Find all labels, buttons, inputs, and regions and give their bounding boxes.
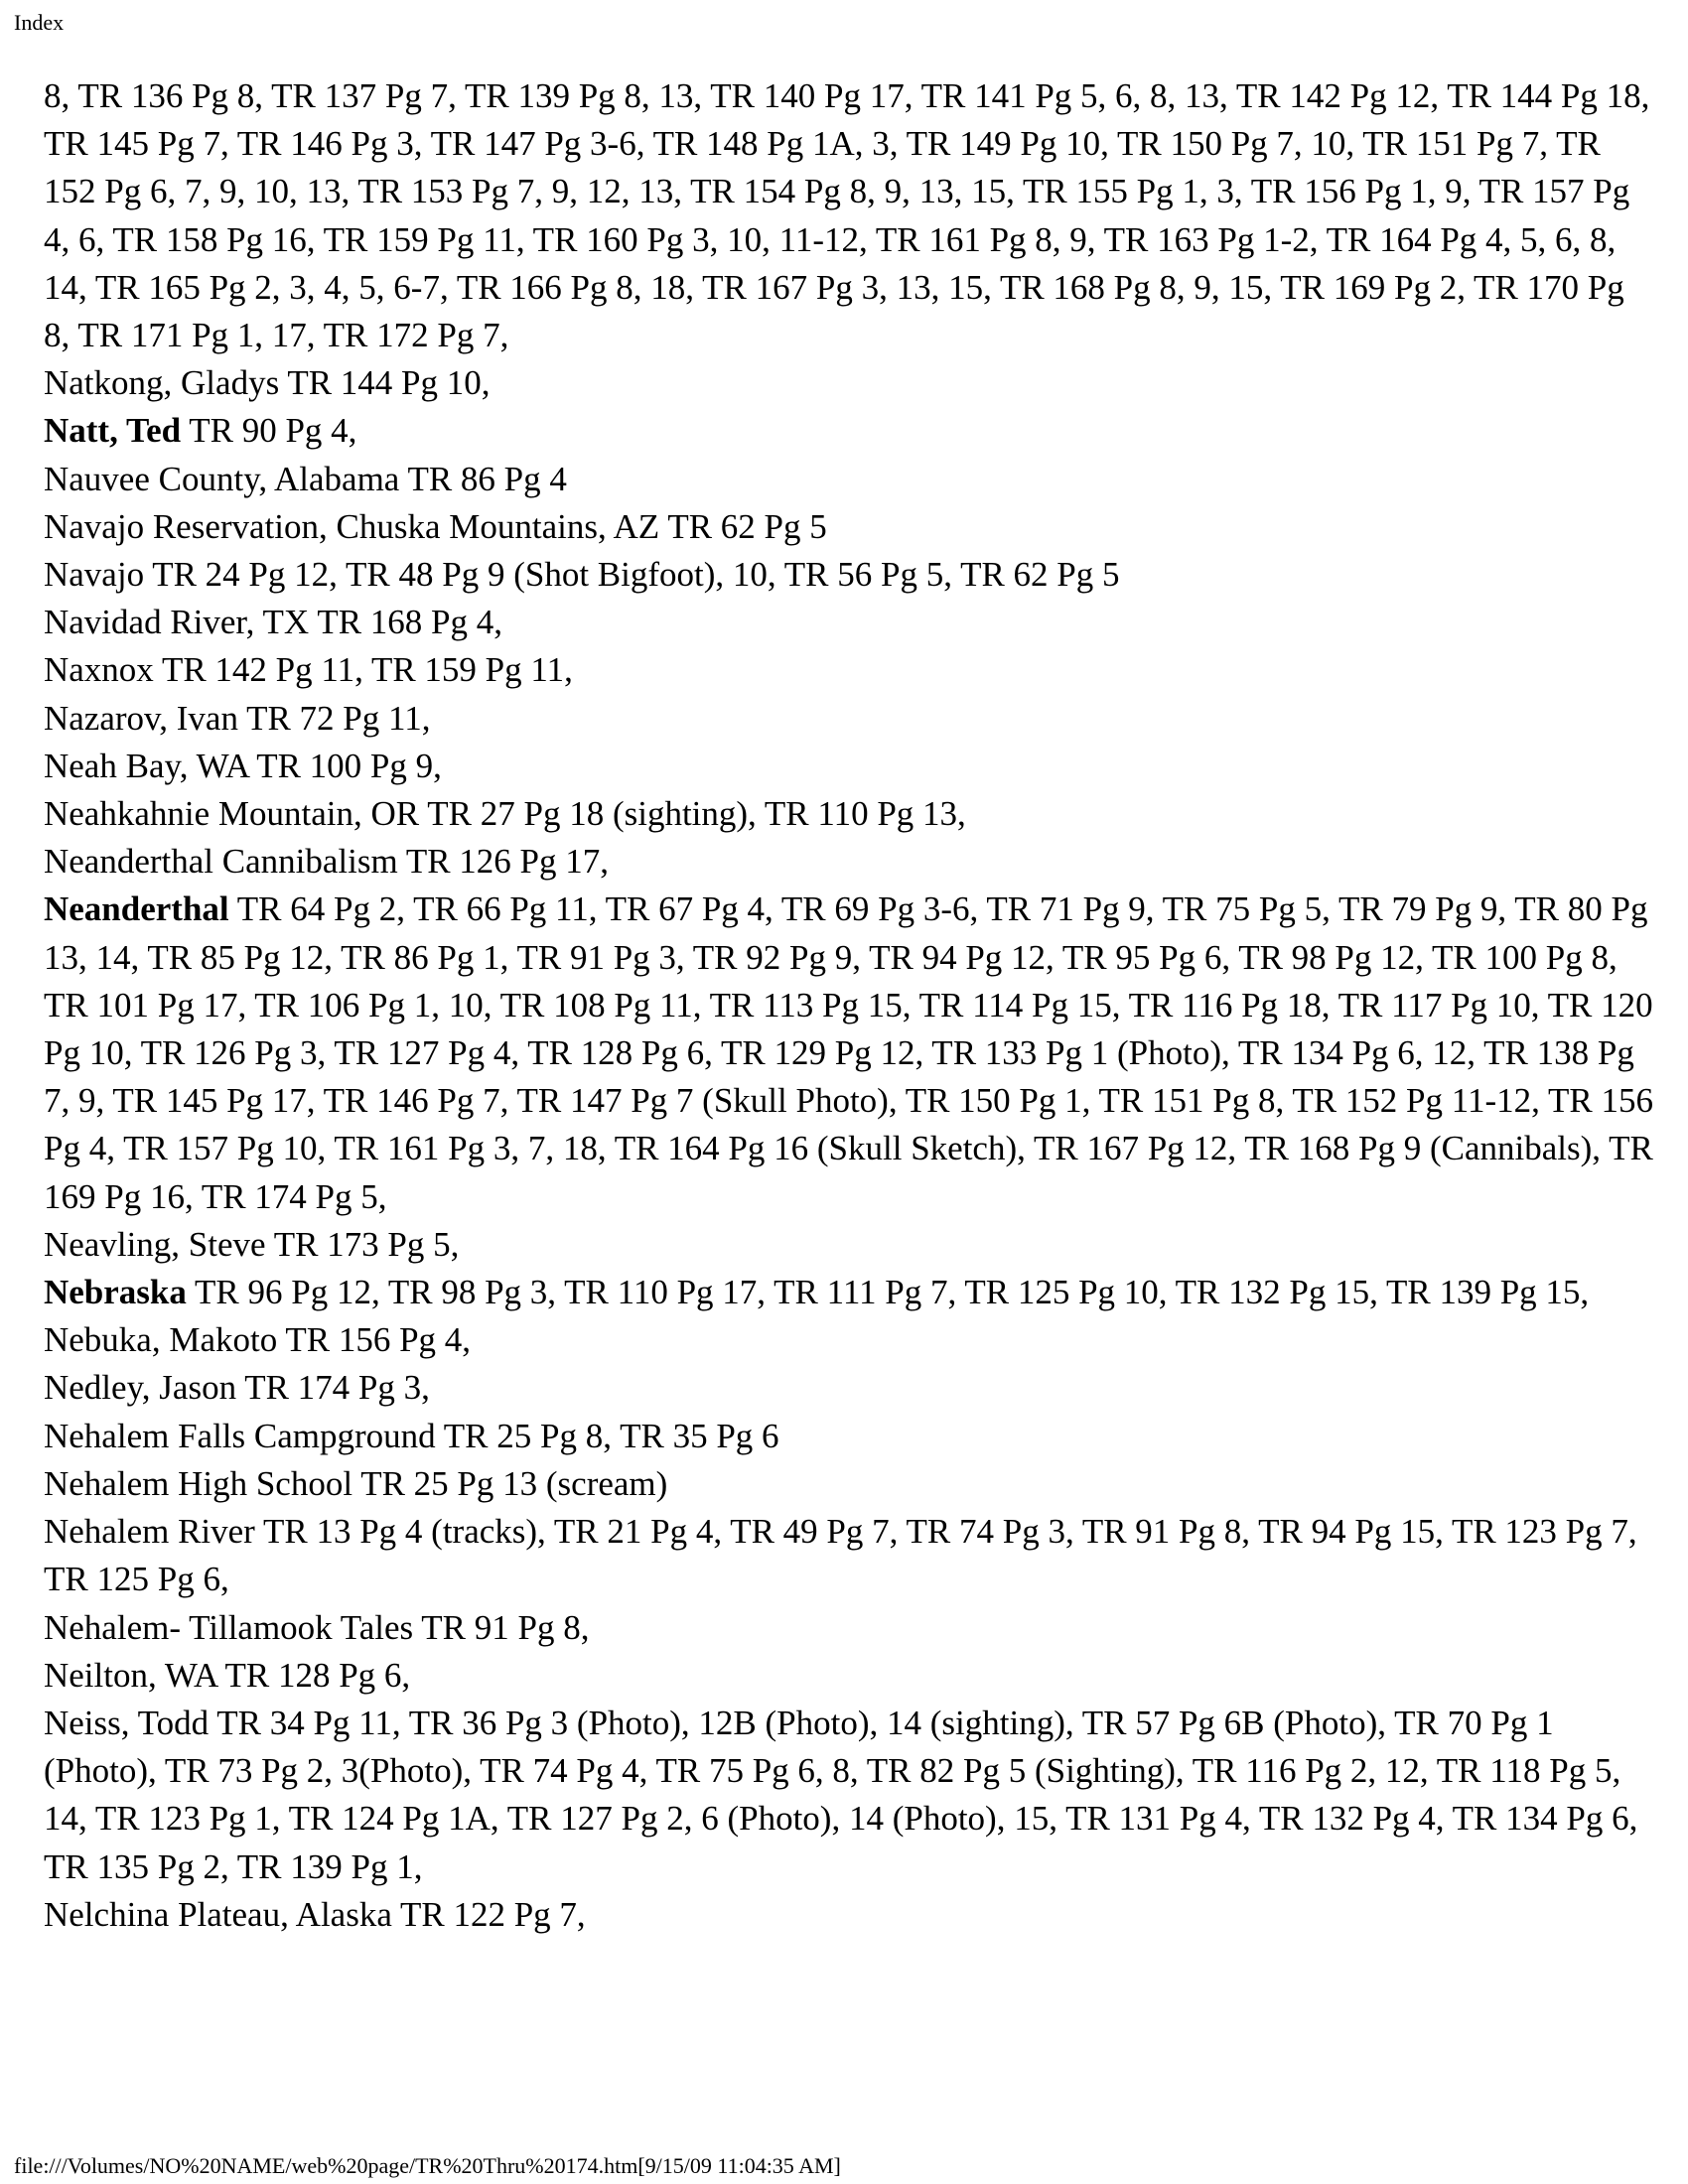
index-references: TR 13 Pg 4 (tracks), TR 21 Pg 4, TR 49 Pg 7, TR 74 Pg 3, TR 91 Pg 8, TR 94 Pg 15, TR 123 Pg 7, TR 125 Pg 6, xyxy=(44,1512,1637,1599)
index-term: Nehalem Falls Campground xyxy=(44,1416,436,1455)
index-entry xyxy=(44,1364,1658,1412)
index-term: Natkong, Gladys xyxy=(44,363,280,403)
index-entry xyxy=(44,646,1658,694)
index-entry xyxy=(44,551,1658,599)
index-entry xyxy=(44,456,1658,503)
page-header: Index xyxy=(14,10,65,35)
index-references: TR 128 Pg 6, xyxy=(224,1655,411,1695)
index-entry xyxy=(44,1700,1658,1891)
index-term: Navajo Reservation, Chuska Mountains, AZ xyxy=(44,506,660,546)
index-entry xyxy=(44,1891,1658,1939)
index-term: Nedley, Jason xyxy=(44,1368,237,1408)
index-entry xyxy=(44,72,1658,359)
index-term: Nehalem High School xyxy=(44,1463,353,1503)
index-references: TR 174 Pg 3, xyxy=(244,1368,430,1408)
index-entry xyxy=(44,1652,1658,1700)
index-references: TR 126 Pg 17, xyxy=(405,842,610,882)
index-references: TR 122 Pg 7, xyxy=(399,1894,586,1934)
index-references: TR 62 Pg 5 xyxy=(667,506,827,546)
index-term: Neavling, Steve xyxy=(44,1224,266,1264)
index-term: Neilton, WA xyxy=(44,1655,217,1695)
index-term: Naxnox xyxy=(44,650,154,690)
index-entry xyxy=(44,359,1658,407)
index-references: TR 156 Pg 4, xyxy=(285,1320,472,1360)
index-term: Neiss, Todd xyxy=(44,1703,210,1742)
index-entry xyxy=(44,1413,1658,1460)
index-term: Nehalem- Tillamook Tales xyxy=(44,1607,414,1647)
index-references: TR 25 Pg 13 (scream) xyxy=(360,1463,668,1503)
index-references: 8, TR 136 Pg 8, TR 137 Pg 7, TR 139 Pg 8, 13, TR 140 Pg 17, TR 141 Pg 5, 6, 8, 13, TR 142 Pg 12, TR 144 Pg 18, TR 145 Pg 7, TR 146 Pg 3, TR 147 Pg 3-6, TR 148 Pg 1A, 3, TR 149 Pg 10, TR 150 Pg 7, 10, TR 151 Pg 7, TR 152 Pg 6, 7, 9, 10, 13, TR 153 Pg 7, 9, 12, 13, TR 154 Pg 8, 9, 13, 15, TR 155 Pg 1, 3, TR 156 Pg 1, 9, TR 157 Pg 4, 6, TR 158 Pg 16, TR 159 Pg 11, TR 160 Pg 3, 10, 11-12, TR 161 Pg 8, 9, TR 163 Pg 1-2, TR 164 Pg 4, 5, 6, 8, 14, TR 165 Pg 2, 3, 4, 5, 6-7, TR 166 Pg 8, 18, TR 167 Pg 3, 13, 15, TR 168 Pg 8, 9, 15, TR 169 Pg 2, TR 170 Pg 8, TR 171 Pg 1, 17, TR 172 Pg 7, xyxy=(44,76,1650,355)
page-footer-url: file:///Volumes/NO%20NAME/web%20page/TR%20Thru%20174.htm[9/15/09 11:04:35 AM] xyxy=(14,2153,841,2178)
index-references: TR 86 Pg 4 xyxy=(407,459,567,498)
index-entry xyxy=(44,1604,1658,1652)
index-entry xyxy=(44,1460,1658,1508)
index-term: Nehalem River xyxy=(44,1512,255,1552)
index-entry xyxy=(44,1269,1658,1316)
index-references: TR 144 Pg 10, xyxy=(287,363,491,403)
index-references: TR 168 Pg 4, xyxy=(317,603,503,642)
index-references: TR 173 Pg 5, xyxy=(273,1224,460,1264)
index-entry xyxy=(44,695,1658,743)
index-entry xyxy=(44,503,1658,551)
index-entries xyxy=(44,72,1658,1939)
index-term: Navajo xyxy=(44,555,145,595)
index-term: Nauvee County, Alabama xyxy=(44,459,400,498)
index-references: TR 72 Pg 11, xyxy=(246,698,431,738)
index-references: TR 91 Pg 8, xyxy=(421,1607,590,1647)
index-references: TR 27 Pg 18 (sighting), TR 110 Pg 13, xyxy=(427,794,966,834)
index-references: TR 142 Pg 11, TR 159 Pg 11, xyxy=(161,650,573,690)
index-entry xyxy=(44,886,1658,1220)
index-term: Neanderthal xyxy=(44,889,229,929)
index-term: Neahkahnie Mountain, OR xyxy=(44,794,420,834)
index-term: Nebuka, Makoto xyxy=(44,1320,278,1360)
index-entry xyxy=(44,743,1658,790)
index-references: TR 34 Pg 11, TR 36 Pg 3 (Photo), 12B (Photo), 14 (sighting), TR 57 Pg 6B (Photo), TR 70 Pg 1 (Photo), TR 73 Pg 2, 3(Photo), TR 74 Pg 4, TR 75 Pg 6, 8, TR 82 Pg 5 (Sighting), TR 116 Pg 2, 12, TR 118 Pg 5, 14, TR 123 Pg 1, TR 124 Pg 1A, TR 127 Pg 2, 6 (Photo), 14 (Photo), 15, TR 131 Pg 4, TR 132 Pg 4, TR 134 Pg 6, TR 135 Pg 2, TR 139 Pg 1, xyxy=(44,1703,1638,1886)
index-term: Neanderthal Cannibalism xyxy=(44,842,398,882)
index-entry xyxy=(44,599,1658,646)
index-references: TR 24 Pg 12, TR 48 Pg 9 (Shot Bigfoot), 10, TR 56 Pg 5, TR 62 Pg 5 xyxy=(152,555,1120,595)
index-entry xyxy=(44,838,1658,886)
index-term: Neah Bay, WA xyxy=(44,746,249,785)
index-references: TR 90 Pg 4, xyxy=(189,411,357,451)
index-references: TR 96 Pg 12, TR 98 Pg 3, TR 110 Pg 17, TR 111 Pg 7, TR 125 Pg 10, TR 132 Pg 15, TR 139 Pg 15, xyxy=(195,1273,1590,1312)
index-term: Natt, Ted xyxy=(44,411,182,451)
index-entry xyxy=(44,1316,1658,1364)
index-references: TR 25 Pg 8, TR 35 Pg 6 xyxy=(443,1416,779,1455)
index-references: TR 100 Pg 9, xyxy=(256,746,442,785)
index-term: Nelchina Plateau, Alaska xyxy=(44,1894,392,1934)
index-entry xyxy=(44,1508,1658,1603)
index-entry xyxy=(44,1221,1658,1269)
index-entry xyxy=(44,407,1658,455)
index-references: TR 64 Pg 2, TR 66 Pg 11, TR 67 Pg 4, TR 69 Pg 3-6, TR 71 Pg 9, TR 75 Pg 5, TR 79 Pg 9, TR 80 Pg 13, 14, TR 85 Pg 12, TR 86 Pg 1, TR 91 Pg 3, TR 92 Pg 9, TR 94 Pg 12, TR 95 Pg 6, TR 98 Pg 12, TR 100 Pg 8, TR 101 Pg 17, TR 106 Pg 1, 10, TR 108 Pg 11, TR 113 Pg 15, TR 114 Pg 15, TR 116 Pg 18, TR 117 Pg 10, TR 120 Pg 10, TR 126 Pg 3, TR 127 Pg 4, TR 128 Pg 6, TR 129 Pg 12, TR 133 Pg 1 (Photo), TR 134 Pg 6, 12, TR 138 Pg 7, 9, TR 145 Pg 17, TR 146 Pg 7, TR 147 Pg 7 (Skull Photo), TR 150 Pg 1, TR 151 Pg 8, TR 152 Pg 11-12, TR 156 Pg 4, TR 157 Pg 10, TR 161 Pg 3, 7, 18, TR 164 Pg 16 (Skull Sketch), TR 167 Pg 12, TR 168 Pg 9 (Cannibals), TR 169 Pg 16, TR 174 Pg 5, xyxy=(44,889,1653,1216)
index-entry xyxy=(44,790,1658,838)
index-term: Nebraska xyxy=(44,1273,187,1312)
index-term: Nazarov, Ivan xyxy=(44,698,238,738)
index-term: Navidad River, TX xyxy=(44,603,310,642)
